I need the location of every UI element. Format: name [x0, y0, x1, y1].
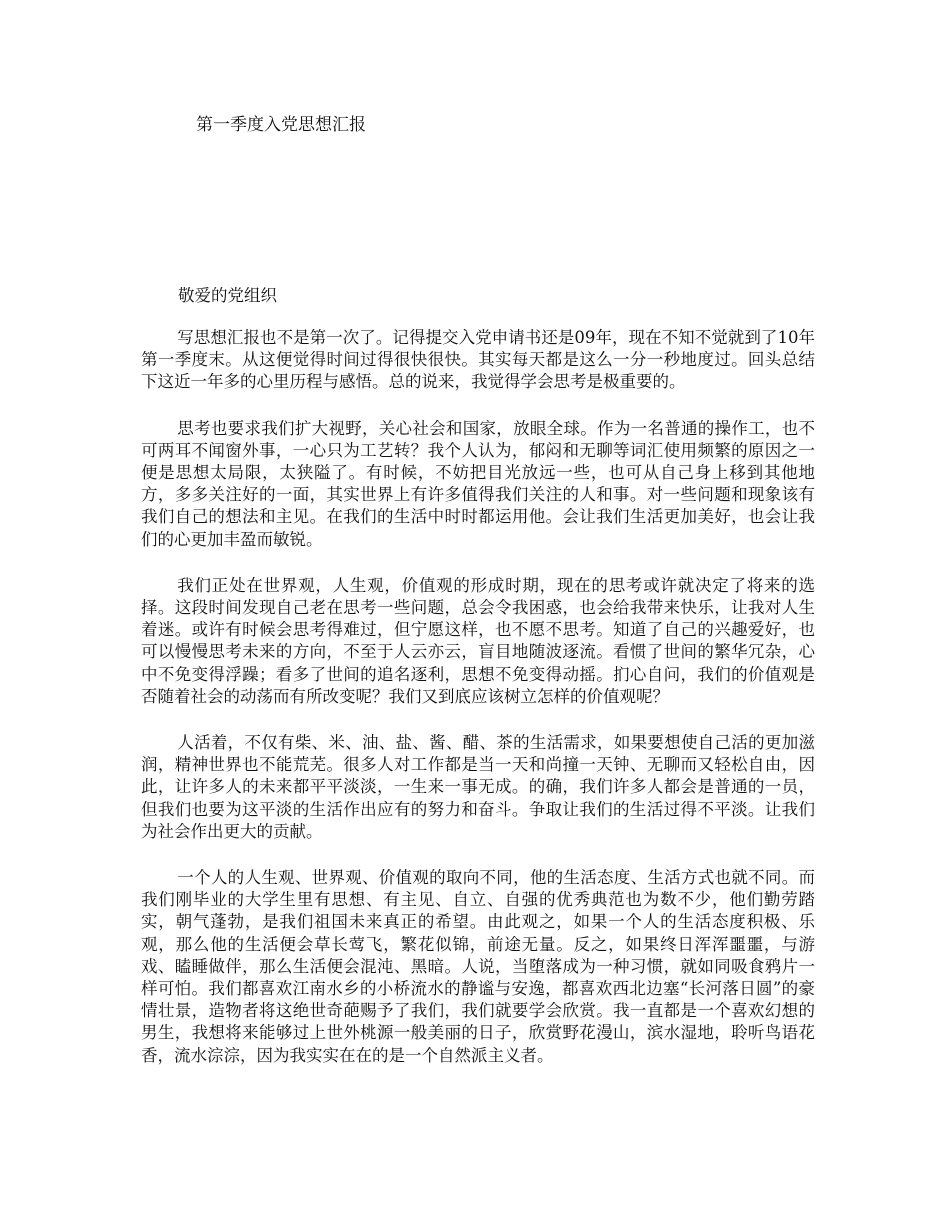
document-body: [141, 327, 815, 1091]
paragraph-1: 写思想汇报也不是第一次了。记得提交入党申请书还是09年，现在不知不觉就到了10年第一季度末。从这便觉得时间过得很快很快。其实每天都是这么一分一秒地度过。回头总结下这近一年多的心里历程与感悟。总的说来，我觉得学会思考是极重要的。: [141, 328, 815, 392]
paragraph-4: 人活着，不仅有柴、米、油、盐、酱、醋、茶的生活需求，如果要想使自己活的更加滋润，精神世界也不能荒芜。很多人对工作都是当一天和尚撞一天钟、无聊而又轻松自由，因此，让许多人的未来都平平淡淡，一生来一事无成。的确，我们许多人都会是普通的一员，但我们也要为这平淡的生活作出应有的努力和奋斗。争取让我们的生活过得不平淡。让我们为社会作出更大的贡献。: [141, 733, 815, 841]
paragraph-5: 一个人的人生观、世界观、价值观的取向不同，他的生活态度、生活方式也就不同。而我们刚毕业的大学生里有思想、有主见、自立、自强的优秀典范也为数不少，他们勤劳踏实，朝气蓬勃，是我们祖国未来真正的希望。由此观之，如果一个人的生活态度积极、乐观，那么他的生活便会草长莺飞，繁花似锦，前途无量。反之，如果终日浑浑噩噩，与游戏、瞌睡做伴，那么生活便会混沌、黑暗。人说，当堕落成为一种习惯，就如同吸食鸦片一样可怕。我们都喜欢江南水乡的小桥流水的静谧与安逸，都喜欢西北边塞“长河落日圆”的豪情壮景，造物者将这绝世奇葩赐予了我们，我们就要学会欣赏。我一直都是一个喜欢幻想的男生，我想将来能够过上世外桃源一般美丽的日子，欣赏野花漫山，滨水湿地，聆听鸟语花香，流水淙淙，因为我实实在在的是一个自然派主义者。: [141, 868, 815, 1065]
paragraph-2: 思考也要求我们扩大视野，关心社会和国家，放眼全球。作为一名普通的操作工，也不可两耳不闻窗外事，一心只为工艺转？我个人认为，郁闷和无聊等词汇使用频繁的原因之一便是思想太局限，太狭隘了。有时候，不妨把目光放远一些，也可从自己身上移到其他地方，多多关注好的一面，其实世界上有许多值得我们关注的人和事。对一些问题和现象该有我们自己的想法和主见。在我们的生活中时时都运用他。会让我们生活更加美好，也会让我们的心更加丰盈而敏锐。: [141, 418, 815, 549]
document-title: 第一季度入党思想汇报: [196, 115, 366, 135]
paragraph-3: 我们正处在世界观，人生观，价值观的形成时期，现在的思考或许就决定了将来的选择。这段时间发现自己老在思考一些问题，总会令我困惑，也会给我带来快乐，让我对人生着迷。或许有时候会思考得难过，但宁愿这样，也不愿不思考。知道了自己的兴趣爱好，也可以慢慢思考未来的方向，不至于人云亦云，盲目地随波逐流。看惯了世间的繁华冗杂，心中不免变得浮躁；看多了世间的追名逐利，思想不免变得动摇。扪心自问，我们的价值观是否随着社会的动荡而有所改变呢？我们又到底应该树立怎样的价值观呢？: [141, 575, 815, 706]
salutation: 敬爱的党组织: [178, 286, 277, 305]
